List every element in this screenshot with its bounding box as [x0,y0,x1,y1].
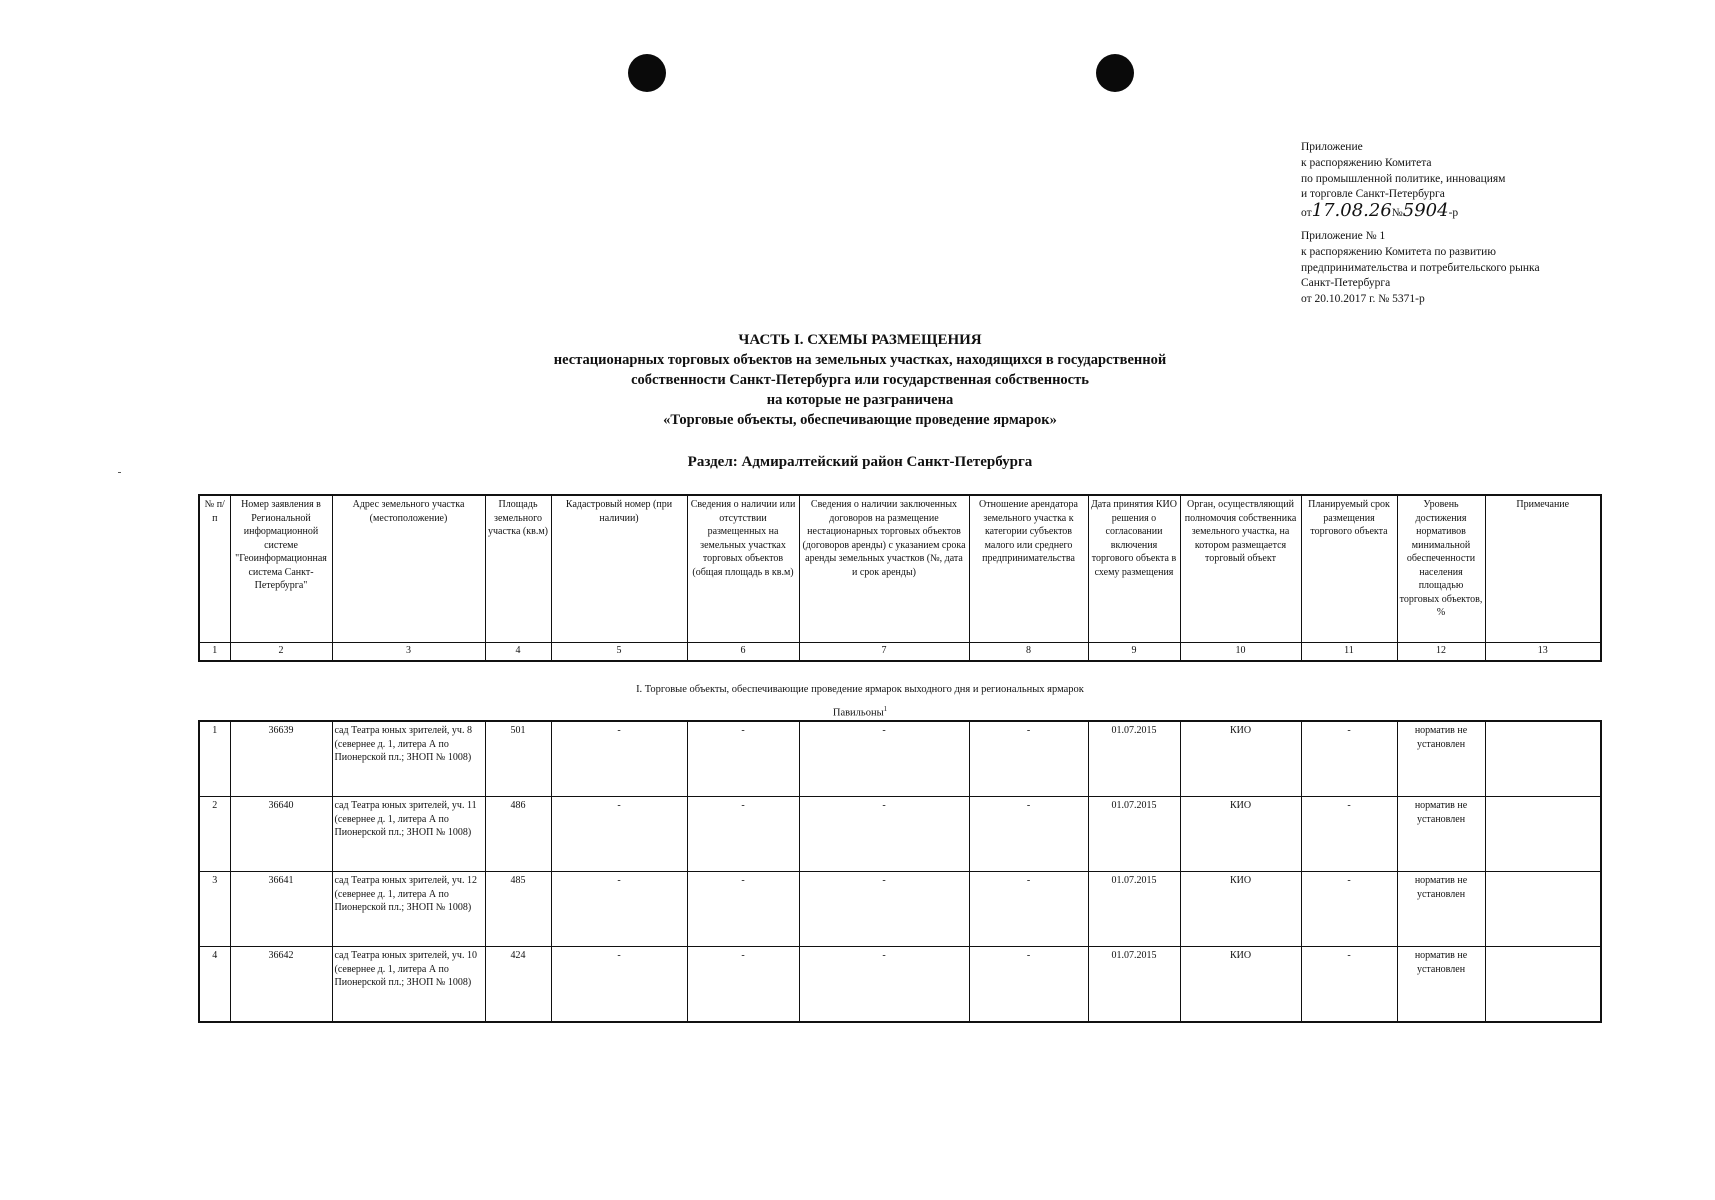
column-number: 13 [1485,643,1601,662]
column-number: 9 [1088,643,1180,662]
decision-date-cell: 01.07.2015 [1088,872,1180,947]
area-cell: 485 [485,872,551,947]
headline-line: собственности Санкт-Петербурга или государственная собственность [631,372,1089,388]
column-number: 1 [199,643,230,662]
row-number: 3 [199,872,230,947]
level-cell: норматив не установлен [1397,797,1485,872]
column-header: Сведения о наличии заключенных договоров на размещение нестационарных торговых объектов (договоров аренды) с указанием срока аренды земельных участков (№, дата и срок аренды) [799,495,969,643]
sme-cell: - [969,872,1088,947]
document-headline [450,330,1270,430]
table-row [199,797,1601,872]
column-number: 12 [1397,643,1485,662]
subgroup-label: Павильоны [832,707,884,719]
headline-line: на которые не разграничена [766,392,954,408]
term-cell: - [1301,872,1397,947]
contracts-cell: - [799,947,969,1023]
address-cell: сад Театра юных зрителей, уч. 12 (севернее д. 1, литера А по Пионерской пл.; ЗНОП № 1008) [332,872,485,947]
area-cell: 501 [485,721,551,797]
owner-cell: КИО [1180,797,1301,872]
column-number: 8 [969,643,1088,662]
part-title: ЧАСТЬ I. СХЕМЫ РАЗМЕЩЕНИЯ [738,332,982,348]
column-number: 2 [230,643,332,662]
column-number: 11 [1301,643,1397,662]
sme-cell: - [969,947,1088,1023]
sme-cell: - [969,721,1088,797]
cadastre-cell: - [551,797,687,872]
owner-cell: КИО [1180,947,1301,1023]
address-cell: сад Театра юных зрителей, уч. 10 (севернее д. 1, литера А по Пионерской пл.; ЗНОП № 1008) [332,947,485,1023]
binder-hole-left [628,54,666,92]
note-cell [1485,721,1601,797]
contracts-cell: - [799,797,969,872]
column-header: Отношение арендатора земельного участка к категории субъектов малого или среднего предпринимательства [969,495,1088,643]
owner-cell: КИО [1180,872,1301,947]
note-cell [1485,872,1601,947]
appendix-line: по промышленной политике, инновациям [1301,172,1506,185]
term-cell: - [1301,797,1397,872]
headline-line: «Торговые объекты, обеспечивающие проведение ярмарок» [663,412,1057,428]
level-cell: норматив не установлен [1397,947,1485,1023]
owner-cell: КИО [1180,721,1301,797]
row-number: 1 [199,721,230,797]
decision-date-cell: 01.07.2015 [1088,947,1180,1023]
column-header: Номер заявления в Региональной информационной системе "Геоинформационная система Санкт-Петербурга" [230,495,332,643]
column-header: Адрес земельного участка (местоположение) [332,495,485,643]
decision-date-cell: 01.07.2015 [1088,721,1180,797]
appendix-line: и торговле Санкт-Петербурга [1301,188,1445,201]
application-number: 36639 [230,721,332,797]
number-suffix: -р [1448,207,1459,220]
objects-cell: - [687,947,799,1023]
note-cell [1485,947,1601,1023]
objects-table [198,720,1602,1023]
subgroup-title [760,705,960,719]
header-table [198,494,1602,662]
note-cell [1485,797,1601,872]
contracts-cell: - [799,872,969,947]
column-number: 7 [799,643,969,662]
handwritten-number: 5904 [1402,200,1449,222]
appendix-line: от 20.10.2017 г. № 5371-р [1301,293,1425,306]
column-header: Уровень достижения нормативов минимальной обеспеченности населения площадью торговых объектов, % [1397,495,1485,643]
contracts-cell: - [799,721,969,797]
column-number: 5 [551,643,687,662]
area-cell: 486 [485,797,551,872]
column-header: Площадь земельного участка (кв.м) [485,495,551,643]
term-cell: - [1301,721,1397,797]
table-row [199,872,1601,947]
row-number: 4 [199,947,230,1023]
appendix-line: Приложение № 1 [1301,230,1386,242]
table-row [199,721,1601,797]
appendix-line: предпринимательства и потребительского рынка [1301,261,1540,274]
headline-line: нестационарных торговых объектов на земельных участках, находящихся в государственной [553,352,1167,368]
cadastre-cell: - [551,872,687,947]
appendix-line: к распоряжению Комитета [1301,156,1432,169]
appendix-line: Приложение [1301,141,1363,153]
number-prefix: № [1391,207,1403,220]
objects-cell: - [687,721,799,797]
column-number: 3 [332,643,485,662]
binder-hole-right [1096,54,1134,92]
application-number: 36640 [230,797,332,872]
date-prefix: от [1301,207,1312,220]
column-header: Кадастровый номер (при наличии) [551,495,687,643]
scan-mark [118,472,121,473]
address-cell: сад Театра юных зрителей, уч. 11 (севернее д. 1, литера А по Пионерской пл.; ЗНОП № 1008) [332,797,485,872]
row-number: 2 [199,797,230,872]
sme-cell: - [969,797,1088,872]
section-title: Раздел: Адмиралтейский район Санкт-Петербурга [687,454,1033,470]
handwritten-date: 17.08.26 [1311,200,1392,222]
appendix-line: к распоряжению Комитета по развитию [1301,245,1496,258]
application-number: 36641 [230,872,332,947]
level-cell: норматив не установлен [1397,721,1485,797]
column-number: 4 [485,643,551,662]
column-header: Дата принятия КИО решения о согласовании включения торгового объекта в схему размещения [1088,495,1180,643]
decision-date-cell: 01.07.2015 [1088,797,1180,872]
column-number: 6 [687,643,799,662]
appendix-order-block [1301,140,1681,222]
appendix-previous-block [1301,229,1681,308]
column-number: 10 [1180,643,1301,662]
objects-cell: - [687,872,799,947]
column-header: Орган, осуществляющий полномочия собственника земельного участка, на котором размещается торговый объект [1180,495,1301,643]
column-header: № п/п [199,495,230,643]
objects-cell: - [687,797,799,872]
group-title: I. Торговые объекты, обеспечивающие проведение ярмарок выходного дня и региональных ярмарок [636,684,1084,695]
footnote-mark: 1 [883,705,888,713]
column-header: Планируемый срок размещения торгового объекта [1301,495,1397,643]
application-number: 36642 [230,947,332,1023]
level-cell: норматив не установлен [1397,872,1485,947]
address-cell: сад Театра юных зрителей, уч. 8 (севернее д. 1, литера А по Пионерской пл.; ЗНОП № 1008) [332,721,485,797]
term-cell: - [1301,947,1397,1023]
column-header: Сведения о наличии или отсутствии размещенных на земельных участках торговых объектов (общая площадь в кв.м) [687,495,799,643]
cadastre-cell: - [551,947,687,1023]
column-header: Примечание [1485,495,1601,643]
area-cell: 424 [485,947,551,1023]
appendix-date-line [1301,200,1681,222]
appendix-line: Санкт-Петербурга [1301,277,1391,290]
table-row [199,947,1601,1023]
cadastre-cell: - [551,721,687,797]
